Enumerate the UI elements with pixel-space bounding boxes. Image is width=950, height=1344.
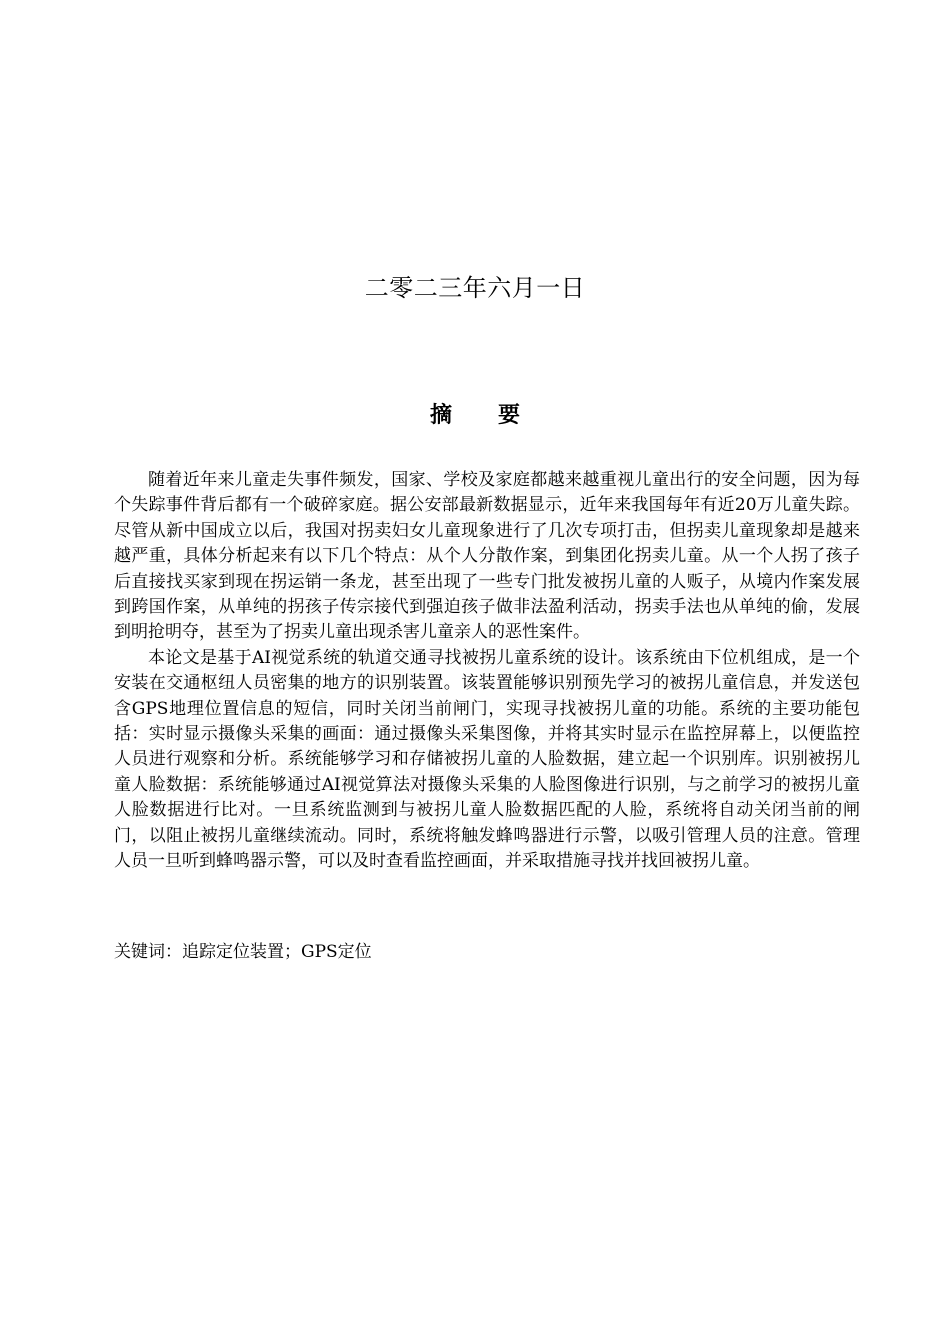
- keywords-label: 关键词：: [114, 942, 182, 962]
- keywords-line: [114, 940, 860, 965]
- abstract-body: [114, 468, 860, 875]
- abstract-title: [0, 398, 950, 429]
- abstract-title-char-1: 摘: [429, 402, 452, 428]
- abstract-paragraph-2: 本论文是基于AI视觉系统的轨道交通寻找被拐儿童系统的设计。该系统由下位机组成，是一个安装在交通枢纽人员密集的地方的识别装置。该装置能够识别预先学习的被拐儿童信息，并发送包含GPS地理位置信息的短信，同时关闭当前闸门，实现寻找被拐儿童的功能。系统的主要功能包括：实时显示摄像头采集的画面：通过摄像头采集图像，并将其实时显示在监控屏幕上，以便监控人员进行观察和分析。系统能够学习和存储被拐儿童的人脸数据，建立起一个识别库。识别被拐儿童人脸数据：系统能够通过AI视觉算法对摄像头采集的人脸图像进行识别，与之前学习的被拐儿童人脸数据进行比对。一旦系统监测到与被拐儿童人脸数据匹配的人脸，系统将自动关闭当前的闸门，以阻止被拐儿童继续流动。同时，系统将触发蜂鸣器进行示警，以吸引管理人员的注意。管理人员一旦听到蜂鸣器示警，可以及时查看监控画面，并采取措施寻找并找回被拐儿童。: [114, 647, 860, 872]
- keywords-value: 追踪定位装置；GPS定位: [182, 942, 372, 962]
- document-date: 二零二三年六月一日: [364, 274, 586, 302]
- abstract-paragraph-1: 随着近年来儿童走失事件频发，国家、学校及家庭都越来越重视儿童出行的安全问题，因为每个失踪事件背后都有一个破碎家庭。据公安部最新数据显示，近年来我国每年有近20万儿童失踪。尽管从新中国成立以后，我国对拐卖妇女儿童现象进行了几次专项打击，但拐卖儿童现象却是越来越严重，具体分析起来有以下几个特点：从个人分散作案，到集团化拐卖儿童。从一个人拐了孩子后直接找买家到现在拐运销一条龙，甚至出现了一些专门批发被拐儿童的人贩子，从境内作案发展到跨国作案，从单纯的拐孩子传宗接代到强迫孩子做非法盈利活动，拐卖手法也从单纯的偷，发展到明抢明夺，甚至为了拐卖儿童出现杀害儿童亲人的恶性案件。: [114, 470, 860, 643]
- abstract-title-char-2: 要: [498, 402, 521, 428]
